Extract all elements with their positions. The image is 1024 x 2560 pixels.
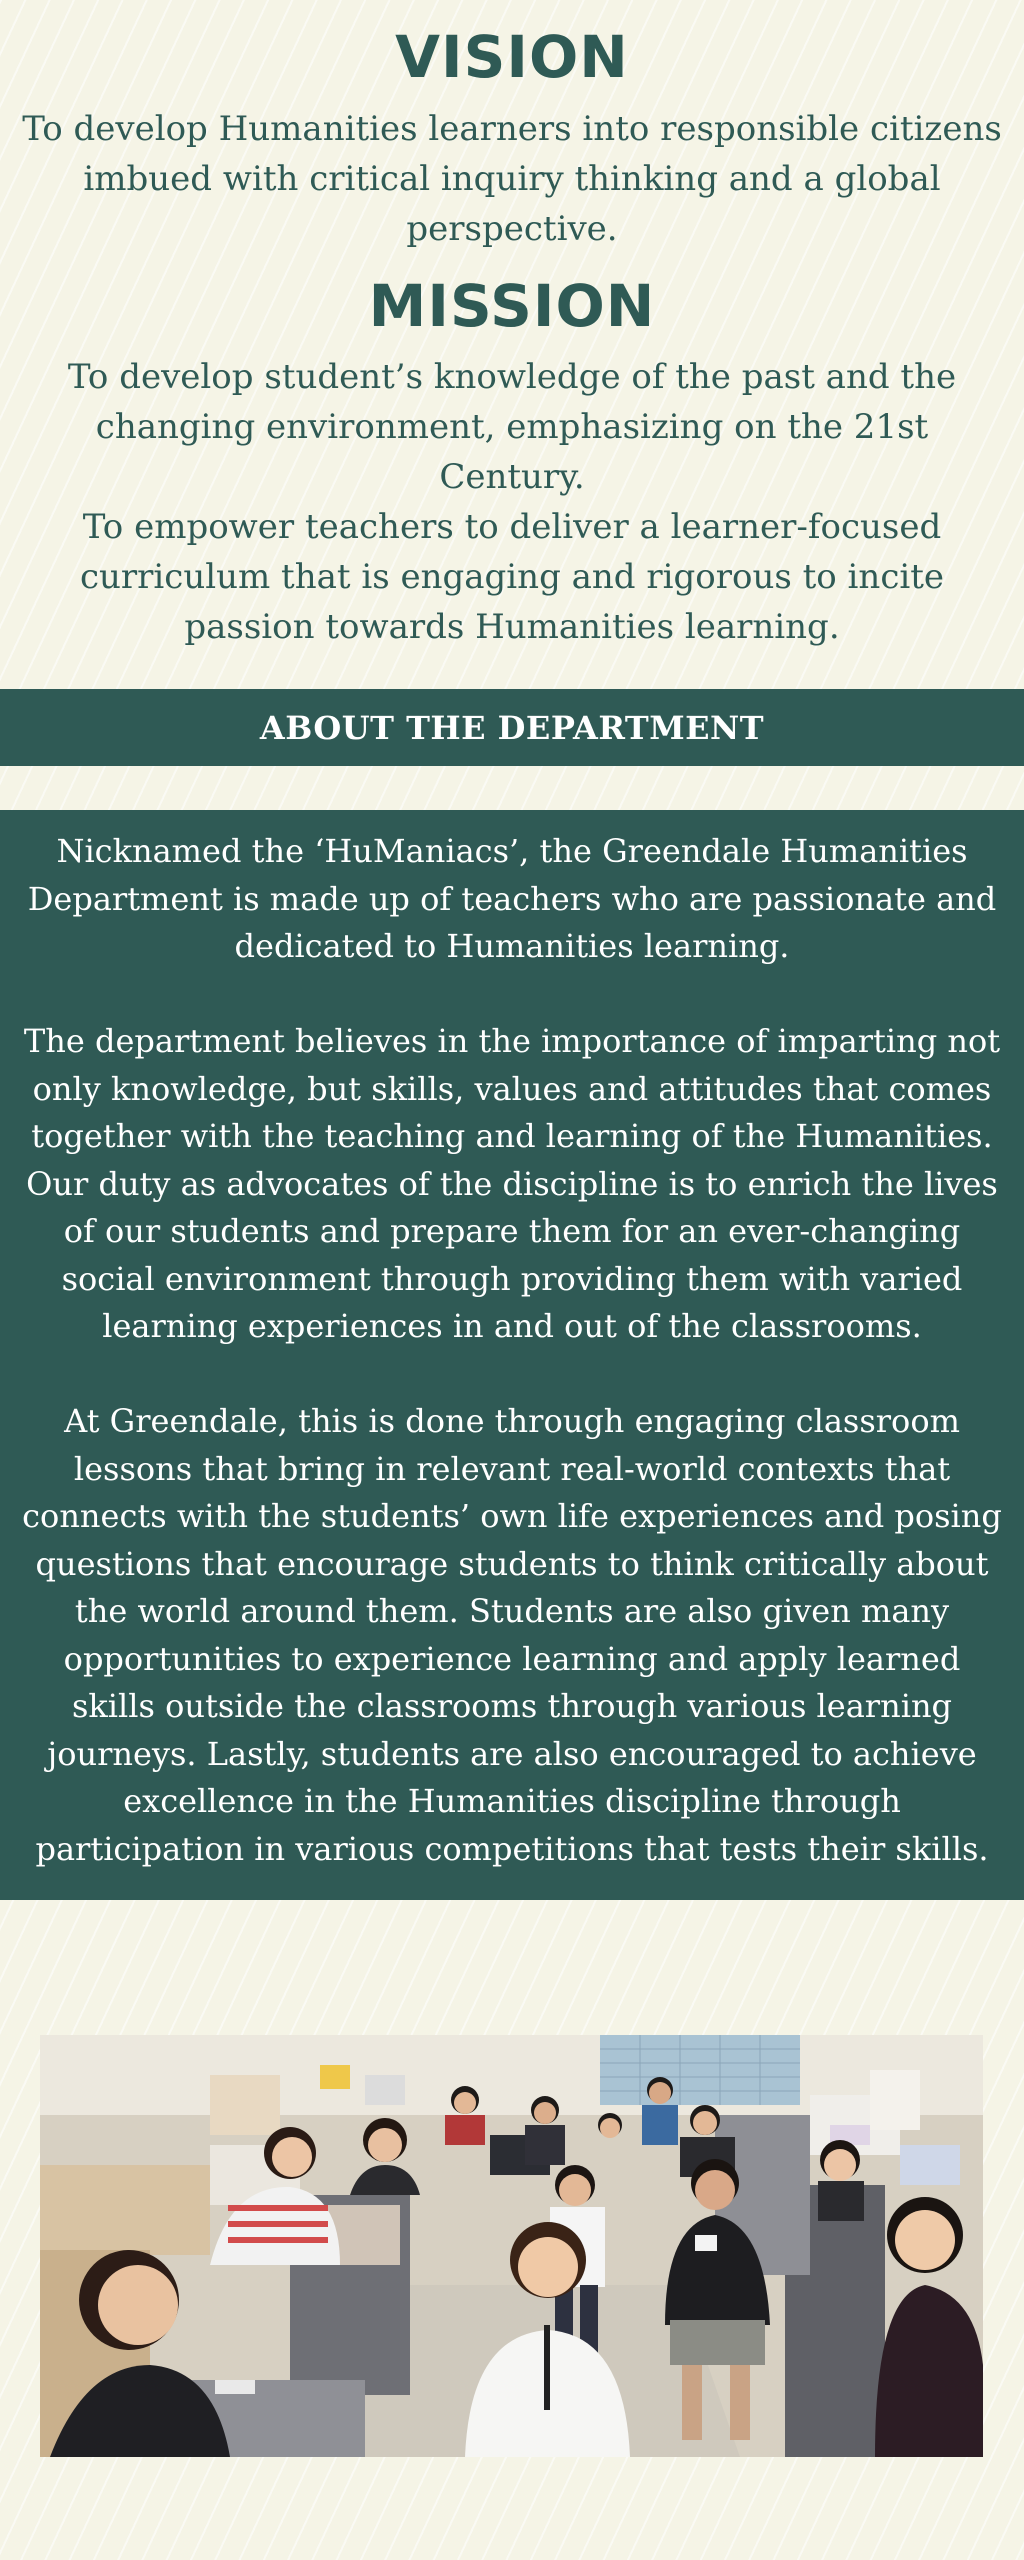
about-title: ABOUT THE DEPARTMENT bbox=[259, 708, 765, 747]
vision-heading: VISION bbox=[395, 23, 629, 91]
mission-statement-2: To empower teachers to deliver a learner-focused curriculum that is engaging and rigorous to incite passion towards Humanities learning. bbox=[79, 507, 945, 647]
about-paragraph-1: Nicknamed the ‘HuManiacs’, the Greendale Humanities Department is made up of teachers who are passionate and dedicated to Humanities learning. bbox=[27, 832, 997, 965]
team-photo bbox=[40, 2035, 983, 2457]
mission-statement-1: To develop student’s knowledge of the past and the changing environment, emphasizing on the 21st Century. bbox=[67, 357, 957, 497]
mission-heading: MISSION bbox=[368, 272, 656, 340]
about-paragraph-2: The department believes in the importance of imparting not only knowledge, but skills, values and attitudes that comes together with the teaching and learning of the Humanities. Our duty as advocates of the discipline is to enrich the lives of our students and prepare them for an ever-changing social environment through providing them with varied learning experiences in and out of the classrooms. bbox=[23, 1022, 1001, 1345]
about-paragraph-3: At Greendale, this is done through engaging classroom lessons that bring in relevant real-world contexts that connects with the students’ own life experiences and posing questions that encourage students to think critically about the world around them. Students are also given many opportunities to experience learning and apply learned skills outside the classrooms through various learning journeys. Lastly, students are also encouraged to achieve excellence in the Humanities discipline through participation in various competitions that tests their skills. bbox=[22, 1402, 1002, 1868]
vision-statement: To develop Humanities learners into responsible citizens imbued with critical inquiry thinking and a global perspective. bbox=[22, 109, 1002, 249]
about-section bbox=[0, 810, 1024, 1900]
about-banner bbox=[0, 689, 1024, 766]
left-desk bbox=[40, 2165, 210, 2255]
window bbox=[600, 2035, 800, 2105]
